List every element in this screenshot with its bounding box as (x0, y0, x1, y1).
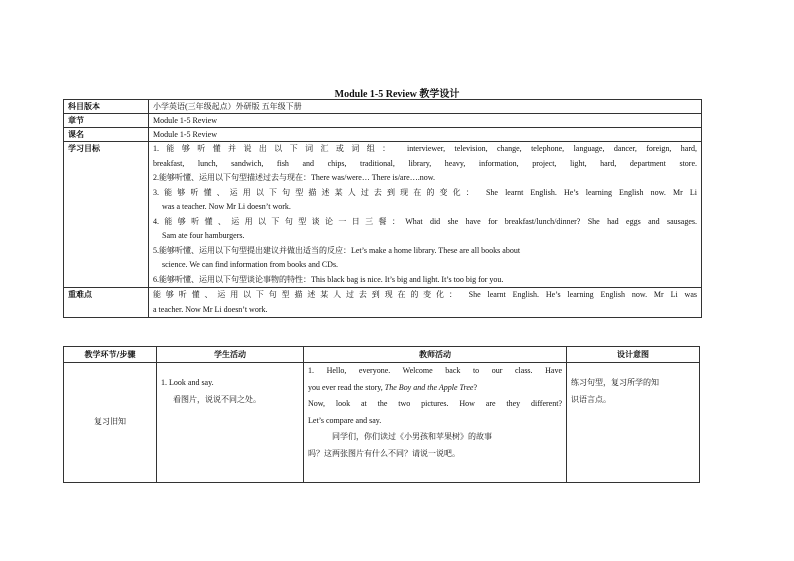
student-activity-cell (157, 363, 304, 483)
chapter-value: Module 1-5 Review (149, 114, 702, 128)
goal-line: 1.能够听懂并说出以下词汇或词组： interviewer, television, change, telephone, language, dancer, foreign, hard, (153, 144, 697, 153)
teacher-line: Let’s compare and say. (308, 415, 382, 425)
course-label: 课名 (64, 128, 149, 142)
goal-line: 4.能够听懂、运用以下句型谈论一日三餐：What did she have for breakfast/lunch/dinner? She had eggs and sausages. (153, 216, 697, 226)
subject-value: 小学英语(三年级起点）外研版 五年级下册 (149, 100, 702, 114)
focus-row (64, 288, 702, 318)
course-info-table (63, 99, 702, 318)
chapter-label: 章节 (64, 114, 149, 128)
document-title: Module 1-5 Review 教学设计 (334, 89, 460, 100)
goals-row (64, 142, 702, 288)
teacher-line: 吗？这两张图片有什么不同？请说一说吧。 (308, 448, 460, 458)
goal-line: Sam ate four hamburgers. (162, 231, 245, 240)
goal-line: was a teacher. Now Mr Li doesn’t work. (162, 202, 291, 211)
header-student: 学生活动 (157, 347, 304, 363)
step-cell: 复习旧知 (64, 363, 157, 483)
intent-line: 练习句型，复习所学的知 (571, 378, 659, 387)
goals-label: 学习目标 (64, 142, 149, 288)
focus-label: 重难点 (64, 288, 149, 318)
course-row (64, 128, 702, 142)
teacher-line: 同学们，你们读过《小男孩和苹果树》的故事 (332, 432, 492, 441)
focus-line: a teacher. Now Mr Li doesn’t work. (153, 304, 268, 314)
goals-value (149, 142, 702, 288)
teacher-activity-cell (304, 363, 567, 483)
intent-line: 识语言点。 (571, 394, 611, 404)
student-line: 看图片，说说不同之处。 (173, 394, 261, 404)
plan-header-row (64, 347, 700, 363)
goal-line: breakfast, lunch, sandwich, fish and chips, traditional, library, heavy, information, project, light, hard, department store. (153, 158, 697, 168)
goal-line: 5.能够听懂、运用以下句型提出建议并做出适当的反应：Let’s make a home library. These are all books about (153, 245, 521, 255)
goal-line: 6.能够听懂、运用以下句型谈论事物的特性：This black bag is nice. It’s big and light. It’s too big for you. (153, 274, 504, 284)
teacher-line-part: ? (473, 382, 478, 392)
subject-label: 科目版本 (64, 100, 149, 114)
teacher-line (308, 380, 562, 397)
goal-line: science. We can find information from books and CDs. (162, 260, 339, 269)
design-intent-cell (567, 363, 700, 483)
chapter-row (64, 114, 702, 128)
story-title: The Boy and the Apple Tree (384, 382, 474, 392)
goal-line: 2.能够听懂、运用以下句型描述过去与现在：There was/were… There is/are….now. (153, 173, 435, 182)
teacher-line: 1. Hello, everyone. Welcome back to our class. Have (308, 366, 562, 375)
teaching-plan-table (63, 346, 700, 483)
focus-value (149, 288, 702, 318)
teacher-line-part: you ever read the story, (308, 382, 383, 392)
subject-row (64, 100, 702, 114)
student-line: 1. Look and say. (161, 378, 214, 387)
teacher-line: Now, look at the two pictures. How are they different? (308, 399, 562, 408)
header-teacher: 教师活动 (304, 347, 567, 363)
goal-line: 3.能够听懂、运用以下句型描述某人过去到现在的变化： She learnt English. He’s learning English now. Mr Li (153, 187, 697, 197)
header-step: 教学环节/步骤 (64, 347, 157, 363)
header-intent: 设计意图 (567, 347, 700, 363)
focus-line: 能够听懂、运用以下句型描述某人过去到现在的变化： She learnt English. He’s learning English now. Mr Li was (153, 290, 697, 299)
plan-row (64, 363, 700, 483)
course-value: Module 1-5 Review (149, 128, 702, 142)
